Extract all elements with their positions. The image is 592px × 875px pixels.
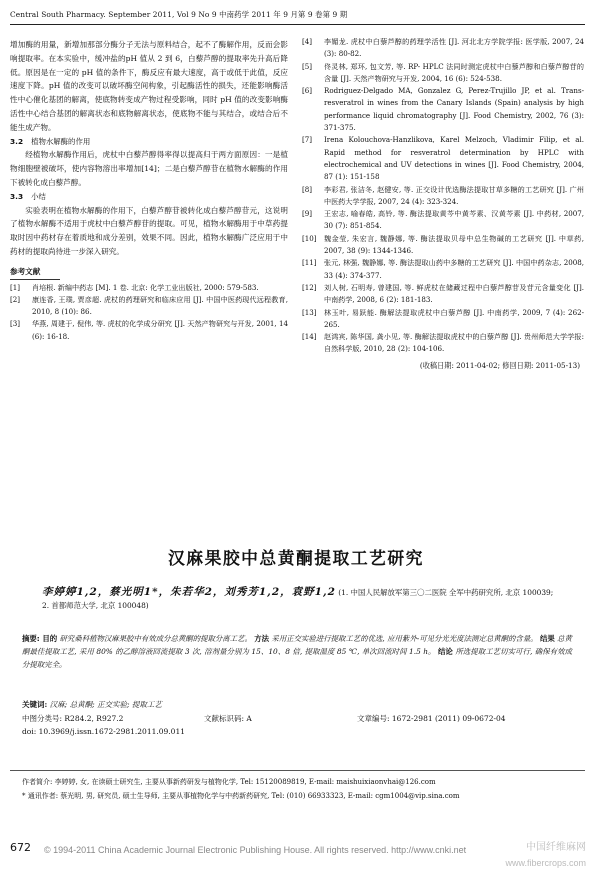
received-date: (收稿日期: 2011-04-02; 修回日期: 2011-05-13)	[419, 360, 580, 370]
reference-text: 华燕, 周建于, 倪伟, 等. 虎杖的化学成分研究 [J]. 天然产物研究与开发, 2001, 14 (6): 16-18.	[32, 319, 288, 341]
body-paragraph: 实验表明在植物水解酶的作用下，白藜芦醇苷被转化成白藜芦醇苷元，这说明了植物水解酶不适用于虎杖中白藜芦醇苷的提取。可见，植物水解酶用于中草药提取时因中药材存在着质地和成分差别，效果不同。因此，植物水解酶广泛应用于中药材的提取尚待进一步深入研究。	[10, 205, 288, 256]
reference-text: 李彩君, 张洁冬, 赵健安, 等. 正交设计优选酶法提取甘草多糖的工艺研究 [J]. 广州中医药大学学报, 2007, 24 (4): 323-324.	[324, 184, 584, 206]
abstract-text: 采用正交实验进行提取工艺的优选, 应用紫外-可见分光光度法测定总黄酮的含量。	[271, 634, 538, 643]
reference-text: 赵鸿宾, 陈华国, 龚小见, 等. 酶解法提取虎杖中的白藜芦醇 [J]. 贵州师范大学学报: 自然科学版, 2010, 28 (2): 104-106.	[324, 332, 584, 354]
page-number: 672	[10, 841, 31, 854]
section-title: 植物水解酶的作用	[31, 136, 91, 146]
footnote-block	[22, 776, 572, 803]
reference-text: 刘人树, 石明寿, 曾建国, 等. 鲜虎杖在储藏过程中白藜芦醇苷及苷元含量变化 [J]. 中南药学, 2008, 6 (2): 181-183.	[324, 282, 584, 305]
reference-text: 肖培根. 新编中药志 [M]. 1 卷. 北京: 化学工业出版社, 2000: 579-583.	[32, 282, 259, 292]
watermark-title: 中国纤维麻网	[526, 842, 586, 853]
abstract-label: 摘要: 目的	[22, 634, 58, 643]
reference-number: [5]	[302, 61, 313, 71]
reference-text: 魏金莹, 朱宏言, 魏静娜, 等. 酶法提取贝母中总生物碱的工艺研究 [J]. 中草药, 2007, 38 (9): 1344-1346.	[324, 233, 584, 256]
reference-number: [7]	[302, 135, 313, 145]
reference-text: Irena Kolouchova-Hanzlikova, Karel Melzoch, Vladimir Filip, et al. Rapid method for resveratrol determination by HPLC with electrochemical and UV detections in wines [J]. Food Chemistry, 2004, 87 (1): 151-158	[324, 135, 584, 182]
abstract	[22, 632, 572, 672]
abstract-label: 结果	[539, 634, 555, 643]
footnote-rule	[10, 770, 585, 771]
body-paragraph: 增加酶的用量，新增加那部分酶分子无法与原料结合，起不了酶解作用，反而会影响提取率。在本实验中，缓冲盐的pH 值从 2 到 6，白藜芦醇的提取率先升高后降低。原因是在一定的 pH 值的条件下，酶反应有最大速度，高于或低于此值，反应速度下降。pH 值的改变可以破坏酶空间构象，引起酶活性的损失，还能影响酶活性中心催化基团的解离，使底物转变成产物过程受影响，同时 pH 值的改变影响酶活性中心结合基团的解离状态和底物解离状态，使底物不能与其结合，或结合后不能生成产物。	[10, 40, 288, 132]
reference-item	[10, 282, 288, 294]
section-number: 3.2	[10, 136, 24, 146]
reference-number: [3]	[10, 319, 21, 329]
abstract-text: 所选提取工艺切实可行, 确保有效成分提取完全。	[22, 647, 573, 670]
reference-list	[10, 282, 288, 343]
clc-number: 中图分类号: R284.2, R927.2	[22, 714, 124, 723]
header-rule	[10, 24, 585, 25]
left-column	[10, 38, 288, 343]
reference-number: [12]	[302, 282, 317, 292]
right-column	[302, 36, 584, 373]
author-names: 李婷婷1,2，蔡光明1*，朱若华2，刘秀芳1,2，袁野1,2	[42, 586, 336, 598]
reference-number: [8]	[302, 184, 313, 194]
references-heading: 参考文献	[10, 265, 60, 280]
section-number: 3.3	[10, 191, 24, 201]
author-affiliation: (1. 中国人民解放军第三〇二医院 全军中药研究所, 北京 100039; 2. 首都师范大学, 北京 100048)	[42, 588, 554, 610]
reference-item	[302, 36, 584, 61]
watermark-url: www.fibercrops.com	[505, 858, 586, 868]
reference-number: [1]	[10, 282, 21, 292]
reference-number: [2]	[10, 294, 21, 304]
section-heading	[10, 135, 288, 149]
abstract-label: 方法	[254, 634, 270, 643]
reference-item	[10, 294, 288, 319]
reference-item	[302, 61, 584, 86]
reference-item	[302, 257, 584, 282]
reference-number: [13]	[302, 307, 317, 317]
keywords	[22, 699, 162, 710]
reference-text: 王宏志, 喻春皓, 高铃, 等. 酶法提取黄芩中黄芩素、汉黄芩素 [J]. 中药材, 2007, 30 (7): 851-854.	[324, 209, 584, 231]
reference-item	[302, 208, 584, 233]
article-number: 文章编号: 1672-2981 (2011) 09-0672-04	[357, 714, 506, 723]
reference-number: [10]	[302, 233, 317, 243]
reference-number: [9]	[302, 209, 313, 219]
reference-list	[302, 36, 584, 356]
section-heading	[10, 190, 288, 204]
reference-item	[302, 331, 584, 356]
reference-item	[302, 134, 584, 183]
keywords-text: 汉麻; 总黄酮; 正交实验; 提取工艺	[49, 700, 162, 709]
keywords-label: 关键词:	[22, 700, 48, 709]
reference-item	[302, 282, 584, 307]
body-paragraph: 经植物水解酶作用后，虎杖中白藜芦醇得率得以提高归于两方面原因：一是植物细胞壁被破坏，使内容物溶出率增加[14]；二是白藜芦醇苷在植物水解酶的作用下被转化成白藜芦醇。	[10, 150, 288, 187]
author-block	[42, 586, 557, 612]
reference-item	[10, 318, 288, 343]
reference-number: [6]	[302, 86, 313, 96]
reference-number: [4]	[302, 37, 313, 46]
copyright-notice: © 1994-2011 China Academic Journal Electronic Publishing House. All rights reserved. http://www.cnki.net	[44, 845, 467, 855]
reference-item	[302, 184, 584, 209]
abstract-text: 总黄酮最佳提取工艺, 采用 80% 的乙醇溶液回流提取 3 次, 溶剂量分别为 15、10、8 倍, 提取温度 85 ℃, 单次回流时间 1.5 h。	[22, 634, 572, 657]
reference-text: Rodriguez-Delgado MA, Gonzalez G, Perez-Trujillo JP, et al. Trans-resveratrol in wines from the Canary Islands (Spain) analysis by high performance liquid chromatography [J]. Food Chemistry, 2002, 76 (3): 371-375.	[324, 86, 584, 133]
reference-text: 张元, 林强, 魏静娜, 等. 酶法提取山药中多糖的工艺研究 [J]. 中国中药杂志, 2008, 33 (4): 374-377.	[324, 258, 584, 280]
abstract-label: 结论	[437, 647, 453, 657]
doi: doi: 10.3969/j.issn.1672-2981.2011.09.011	[22, 727, 185, 736]
reference-text: 李媚龙. 虎杖中白藜芦醇的药理学活性 [J]. 河北北方学院学报: 医学版, 2007, 24 (3): 80-82.	[324, 37, 584, 59]
document-code: 文献标识码: A	[204, 714, 252, 723]
reference-item	[302, 85, 584, 134]
section-title: 小结	[31, 191, 46, 201]
running-header: Central South Pharmacy. September 2011, Vol 9 No 9 中南药学 2011 年 9 月第 9 卷第 9 期	[10, 10, 348, 19]
reference-number: [11]	[302, 258, 317, 268]
classification-line	[22, 713, 572, 724]
reference-number: [14]	[302, 332, 317, 342]
reference-text: 康连香, 王璞, 贾彦超. 虎杖的药理研究和临床应用 [J]. 中国中医药现代远程教育, 2010, 8 (10): 86.	[32, 294, 288, 317]
reference-item	[302, 307, 584, 332]
reference-text: 林玉叶, 易跃能. 酶解法提取虎杖中白藜芦醇 [J]. 中南药学, 2009, 7 (4): 262-265.	[324, 307, 584, 329]
article-title: 汉麻果胶中总黄酮提取工艺研究	[168, 548, 424, 568]
author-bio: 作者简介: 李婷婷, 女, 在读硕士研究生, 主要从事新药研发与植物化学, Tel: 15120089819, E-mail: maishuixiaonvhai@126.com	[22, 778, 436, 786]
corresponding-author: * 通讯作者: 蔡光明, 男, 研究员, 硕士生导师, 主要从事植物化学与中药新药研究, Tel: (010) 66933323, E-mail: cgm1004@vip.sina.com	[22, 791, 460, 800]
reference-text: 佟灵林, 郑环, 包文芳, 等. RP- HPLC 法同时测定虎杖中白藜芦醇和白藜芦醇苷的含量 [J]. 天然产物研究与开发, 2004, 16 (6): 524-538.	[324, 61, 584, 83]
reference-item	[302, 233, 584, 258]
abstract-text: 研究桑科植物汉麻果胶中有效成分总黄酮的提取分离工艺。	[59, 634, 252, 643]
